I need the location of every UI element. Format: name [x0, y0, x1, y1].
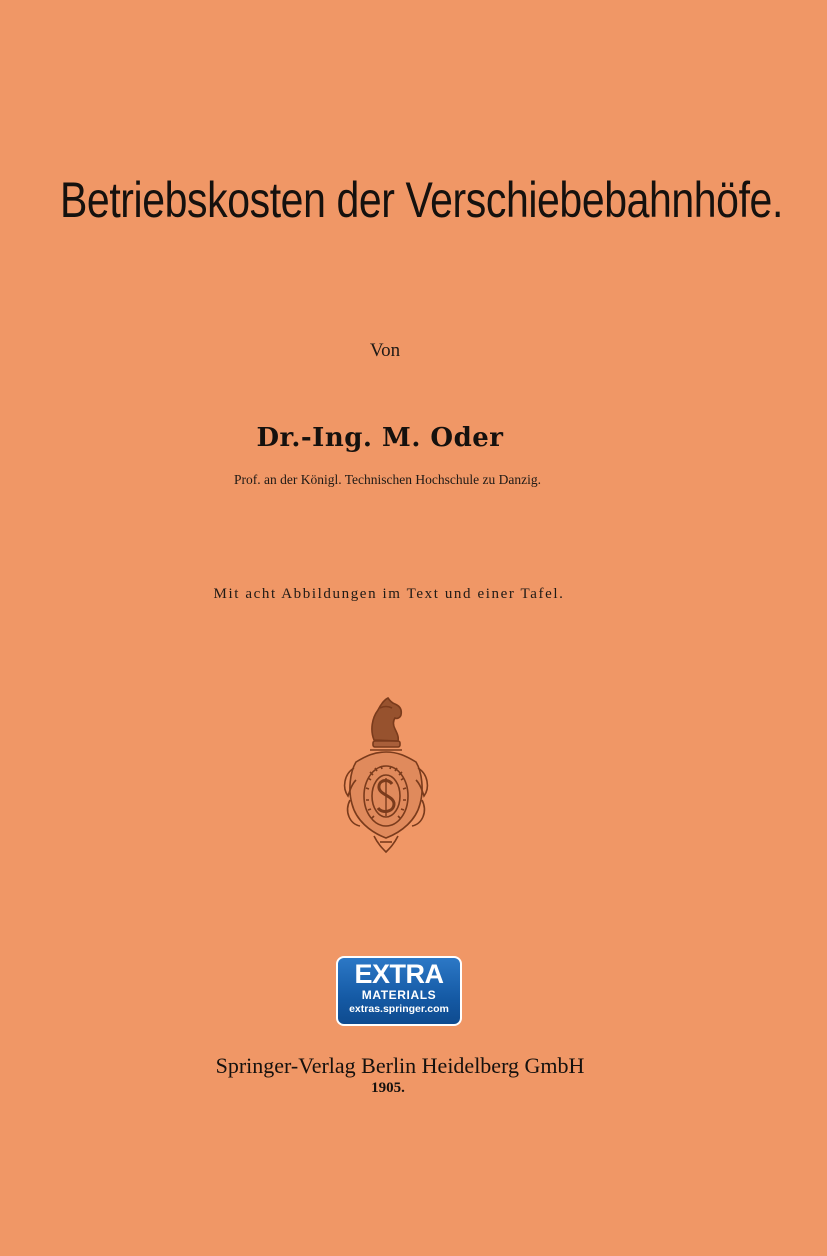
by-label: Von	[369, 340, 401, 361]
extra-materials-badge[interactable]	[336, 956, 462, 1026]
badge-extra-text: EXTRA	[354, 959, 444, 989]
publisher-name: Springer-Verlag Berlin Heidelberg GmbH	[215, 1053, 585, 1078]
extra-materials-badge-inner	[338, 958, 460, 1024]
badge-url-link[interactable]: extras.springer.com	[349, 1003, 449, 1015]
illustrations-note: Mit acht Abbildungen im Text und einer Tafel.	[213, 586, 565, 602]
author-name: Dr.-Ing. M. Oder	[256, 423, 504, 453]
badge-materials-text: MATERIALS	[361, 988, 437, 1002]
publication-year: 1905.	[371, 1080, 405, 1096]
author-affiliation: Prof. an der Königl. Technischen Hochschule zu Danzig.	[234, 472, 541, 487]
book-title: Betriebskosten der Verschiebebahnhöfe.	[60, 172, 783, 228]
springer-knight-emblem-icon	[340, 692, 432, 858]
